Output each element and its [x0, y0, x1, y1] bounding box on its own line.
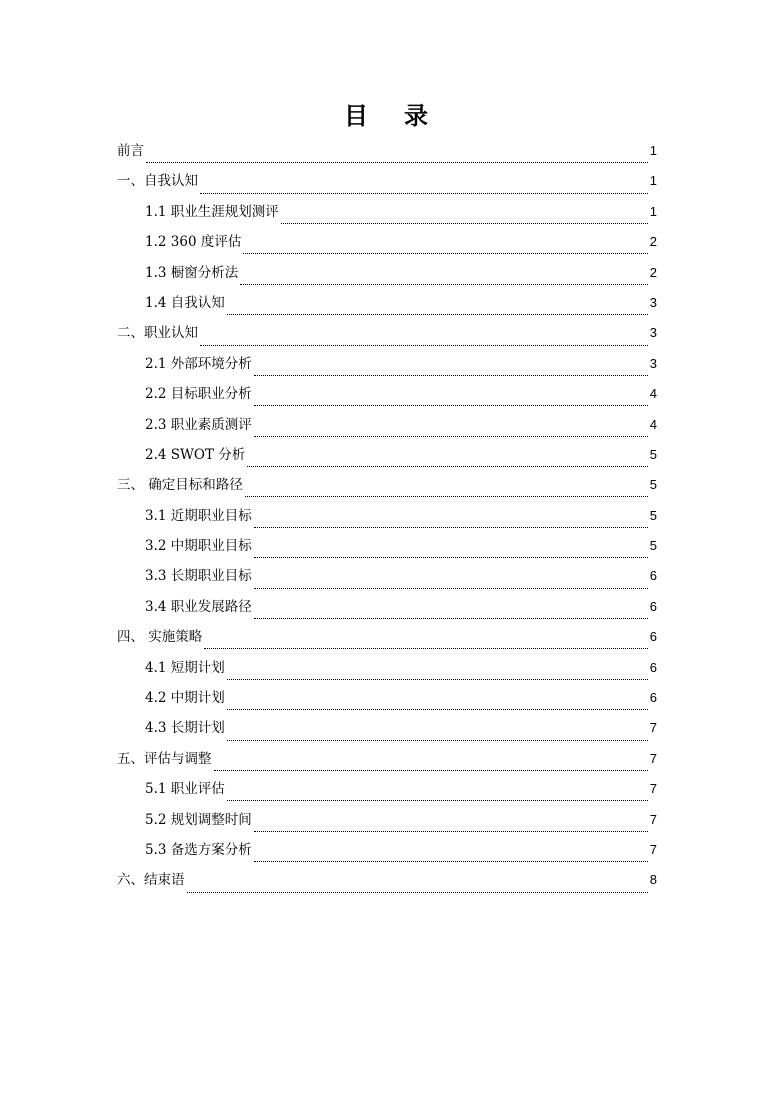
toc-entry-label: 三、 确定目标和路径 [117, 477, 243, 494]
toc-entry-page-number: 1 [649, 203, 657, 219]
toc-entry-label: 前言 [117, 143, 144, 159]
toc-entry-page-number: 7 [649, 841, 657, 857]
toc-entry[interactable] [117, 415, 657, 445]
toc-entry-page-number: 2 [649, 234, 657, 250]
dot-leader [254, 435, 648, 437]
toc-entry-page-number: 1 [649, 173, 657, 189]
dot-leader [254, 830, 648, 832]
toc-entry[interactable] [117, 445, 657, 475]
toc-entry-label: 1.4 自我认知 [145, 294, 225, 311]
dot-leader [245, 495, 648, 497]
dot-leader [254, 617, 648, 619]
toc-entry[interactable] [117, 718, 657, 748]
toc-entry-label: 3.4 职业发展路径 [145, 598, 252, 615]
toc-entry-label: 2.1 外部环境分析 [145, 355, 252, 372]
dot-leader [227, 313, 648, 315]
toc-entry-page-number: 3 [649, 355, 657, 371]
toc-entry-label: 1.1 职业生涯规划测评 [145, 203, 279, 220]
toc-entry-label: 5.1 职业评估 [145, 781, 225, 798]
toc-entry[interactable] [117, 232, 657, 262]
toc-entry-page-number: 7 [649, 750, 657, 766]
dot-leader [243, 252, 647, 254]
toc-entry-page-number: 3 [649, 294, 657, 310]
dot-leader [200, 192, 648, 194]
dot-leader [146, 161, 648, 163]
toc-entry-label: 2.2 目标职业分析 [145, 386, 252, 403]
toc-entry-page-number: 5 [649, 507, 657, 523]
toc-entry-label: 1.3 橱窗分析法 [145, 264, 239, 281]
toc-entry[interactable] [117, 688, 657, 718]
toc-entry[interactable] [117, 202, 657, 232]
toc-entry-label: 4.3 长期计划 [145, 720, 225, 737]
dot-leader [227, 678, 648, 680]
toc-entry-page-number: 4 [649, 416, 657, 432]
dot-leader [214, 769, 648, 771]
toc-entry[interactable] [117, 566, 657, 596]
toc-entry[interactable] [117, 263, 657, 293]
toc-entry-label: 4.2 中期计划 [145, 690, 225, 707]
dot-leader [254, 587, 648, 589]
toc-entry-page-number: 6 [649, 568, 657, 584]
toc-entry-page-number: 6 [649, 690, 657, 706]
dot-leader [254, 404, 648, 406]
toc-entry[interactable] [117, 810, 657, 840]
toc-entry[interactable] [117, 627, 657, 657]
toc-entry-page-number: 7 [649, 720, 657, 736]
dot-leader [204, 647, 647, 649]
dot-leader [247, 465, 648, 467]
toc-entry-page-number: 1 [649, 143, 657, 158]
toc-entry-label: 六、结束语 [117, 872, 185, 889]
toc-entry[interactable] [117, 779, 657, 809]
dot-leader [254, 374, 648, 376]
toc-entry-label: 1.2 360 度评估 [145, 234, 242, 251]
toc-entry-page-number: 5 [649, 446, 657, 462]
toc-entry-page-number: 7 [649, 811, 657, 827]
toc-entry-page-number: 2 [649, 264, 657, 280]
dot-leader [281, 222, 648, 224]
toc-entry-label: 3.3 长期职业目标 [145, 568, 252, 585]
toc-entry-page-number: 3 [649, 325, 657, 341]
toc-entry[interactable] [117, 506, 657, 536]
toc-entry-label: 2.4 SWOT 分析 [145, 446, 246, 463]
dot-leader [227, 708, 648, 710]
toc-entry-label: 3.1 近期职业目标 [145, 507, 252, 524]
toc-entry-page-number: 6 [649, 629, 657, 645]
toc-entry[interactable] [117, 597, 657, 627]
toc-entry-label: 二、职业认知 [117, 325, 198, 342]
toc-entry-page-number: 6 [649, 598, 657, 614]
toc-entry[interactable] [117, 840, 657, 870]
toc-entry-label: 5.2 规划调整时间 [145, 811, 252, 828]
dot-leader [254, 526, 648, 528]
toc-entry[interactable] [117, 475, 657, 505]
toc-entry-label: 2.3 职业素质测评 [145, 416, 252, 433]
toc-entry-label: 4.1 短期计划 [145, 659, 225, 676]
toc-entry[interactable] [117, 141, 657, 171]
table-of-contents [117, 141, 657, 901]
toc-entry[interactable] [117, 323, 657, 353]
toc-entry[interactable] [117, 536, 657, 566]
toc-entry-label: 一、自我认知 [117, 173, 198, 190]
toc-entry-label: 四、 实施策略 [117, 629, 203, 646]
page-title [0, 96, 774, 131]
toc-entry[interactable] [117, 749, 657, 779]
toc-entry-page-number: 8 [649, 872, 657, 888]
toc-entry[interactable] [117, 658, 657, 688]
dot-leader [254, 556, 648, 558]
toc-entry-label: 5.3 备选方案分析 [145, 841, 252, 858]
dot-leader [187, 891, 648, 893]
toc-entry-label: 3.2 中期职业目标 [145, 538, 252, 555]
toc-entry[interactable] [117, 293, 657, 323]
toc-entry[interactable] [117, 384, 657, 414]
dot-leader [254, 860, 648, 862]
toc-entry-page-number: 5 [649, 477, 657, 493]
toc-entry[interactable] [117, 354, 657, 384]
toc-entry-label: 五、评估与调整 [117, 750, 212, 767]
toc-entry-page-number: 4 [649, 386, 657, 402]
dot-leader [240, 283, 648, 285]
title-char-1: 目 [344, 102, 370, 130]
toc-entry[interactable] [117, 870, 657, 900]
toc-entry[interactable] [117, 171, 657, 201]
title-char-2: 录 [404, 102, 430, 130]
toc-entry-page-number: 5 [649, 538, 657, 554]
toc-entry-page-number: 6 [649, 659, 657, 675]
dot-leader [200, 344, 648, 346]
dot-leader [227, 799, 648, 801]
dot-leader [227, 739, 648, 741]
toc-entry-page-number: 7 [649, 781, 657, 797]
